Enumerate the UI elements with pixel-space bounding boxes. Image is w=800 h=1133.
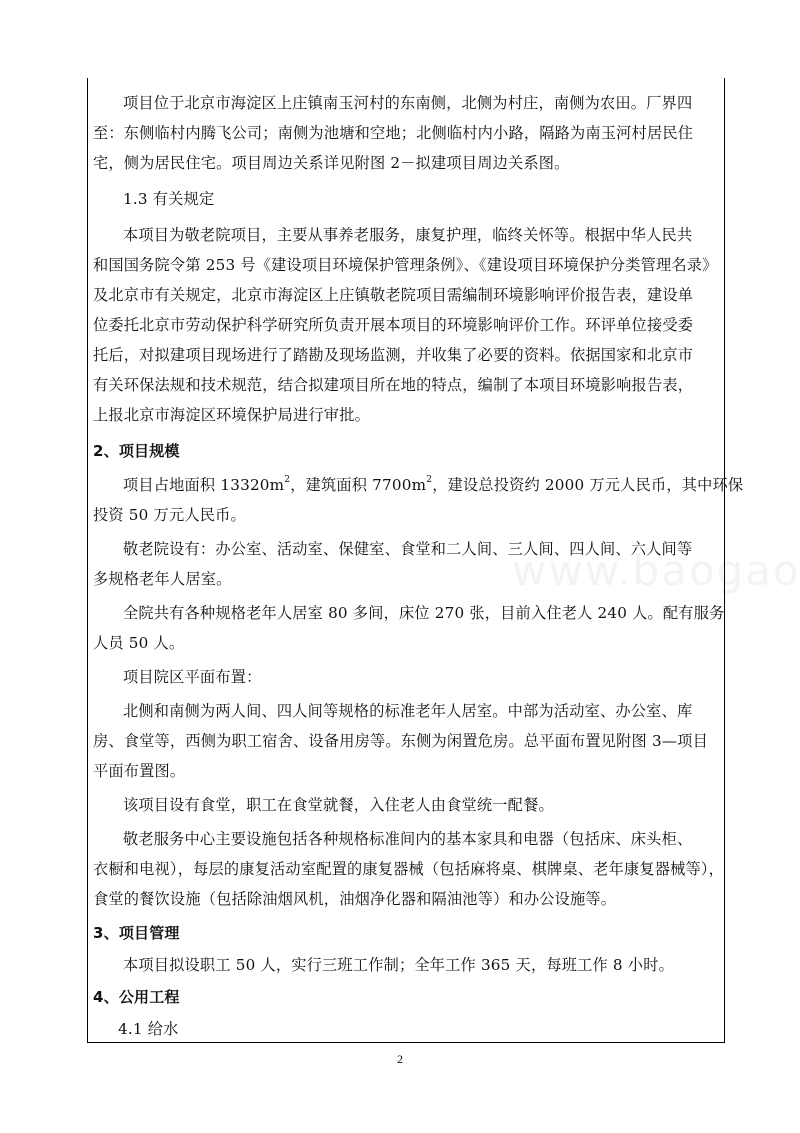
regulations-line-7: 上报北京市海淀区环境保护局进行审批。 xyxy=(93,406,370,424)
area-sup-1: 2 xyxy=(284,475,291,485)
area-text-3: ，建设总投资约 2000 万元人民币，其中环保 xyxy=(432,476,744,494)
section-heading-management: 3、项目管理 xyxy=(93,924,180,942)
facilities-line-2: 多规格老年人居室。 xyxy=(93,570,232,588)
scale-area-line xyxy=(123,475,743,495)
equipment-line-3: 食堂的餐饮设施（包括除油烟风机，油烟净化器和隔油池等）和办公设施等。 xyxy=(93,890,617,908)
capacity-line-2: 人员 50 人。 xyxy=(93,634,185,652)
area-text-2: ，建筑面积 7700m xyxy=(290,476,427,494)
location-line-2: 至：东侧临村内腾飞公司；南侧为池塘和空地；北侧临村内小路，隔路为南玉河村居民住 xyxy=(93,124,694,142)
area-text-1: 项目占地面积 13320m xyxy=(123,476,285,494)
utilities-subheading-water: 4.1 给水 xyxy=(118,1020,179,1038)
regulations-line-4: 位委托北京市劳动保护科学研究所负责开展本项目的环境影响评价工作。环评单位接受委 xyxy=(93,316,694,334)
regulations-line-3: 及北京市有关规定，北京市海淀区上庄镇敬老院项目需编制环境影响评价报告表，建设单 xyxy=(93,286,694,304)
area-sup-2: 2 xyxy=(426,475,433,485)
facilities-line-1: 敬老院设有：办公室、活动室、保健室、食堂和二人间、三人间、四人间、六人间等 xyxy=(123,540,693,558)
management-text: 本项目拟设职工 50 人，实行三班工作制；全年工作 365 天，每班工作 8 小时。 xyxy=(123,956,674,974)
layout-line-3: 平面布置图。 xyxy=(93,762,186,780)
equipment-line-2: 衣橱和电视），每层的康复活动室配置的康复器械（包括麻将桌、棋牌桌、老年康复器械等）， xyxy=(93,860,725,878)
regulations-line-5: 托后，对拟建项目现场进行了踏勘及现场监测，并收集了必要的资料。依据国家和北京市 xyxy=(93,346,694,364)
location-line-1: 项目位于北京市海淀区上庄镇南玉河村的东南侧，北侧为村庄，南侧为农田。厂界四 xyxy=(123,94,693,112)
section-heading-scale: 2、项目规模 xyxy=(93,442,180,460)
page-number: 2 xyxy=(397,1052,403,1066)
scale-investment-line: 投资 50 万元人民币。 xyxy=(93,506,246,524)
section-heading-regulations: 1.3 有关规定 xyxy=(123,190,215,208)
regulations-line-2: 和国国务院令第 253 号《建设项目环境保护管理条例》、《建设项目环境保护分类管理名录》 xyxy=(93,256,718,274)
section-heading-utilities: 4、公用工程 xyxy=(93,988,180,1006)
layout-line-1: 北侧和南侧为两人间、四人间等规格的标准老年人居室。中部为活动室、办公室、库 xyxy=(123,702,693,720)
capacity-line-1: 全院共有各种规格老年人居室 80 多间，床位 270 张，目前入住老人 240 人。配有服务 xyxy=(123,604,725,622)
regulations-line-6: 有关环保法规和技术规范，结合拟建项目所在地的特点，编制了本项目环境影响报告表， xyxy=(93,376,694,394)
location-line-3: 宅，侧为居民住宅。项目周边关系详见附图 2－拟建项目周边关系图。 xyxy=(93,154,570,172)
layout-heading: 项目院区平面布置： xyxy=(123,668,262,686)
layout-line-2: 房、食堂等，西侧为职工宿舍、设备用房等。东侧为闲置危房。总平面布置见附图 3—项目 xyxy=(93,732,709,750)
equipment-line-1: 敬老服务中心主要设施包括各种规格标准间内的基本家具和电器（包括床、床头柜、 xyxy=(123,830,693,848)
canteen-line: 该项目设有食堂，职工在食堂就餐，入住老人由食堂统一配餐。 xyxy=(123,796,554,814)
regulations-line-1: 本项目为敬老院项目，主要从事养老服务，康复护理，临终关怀等。根据中华人民共 xyxy=(123,226,693,244)
